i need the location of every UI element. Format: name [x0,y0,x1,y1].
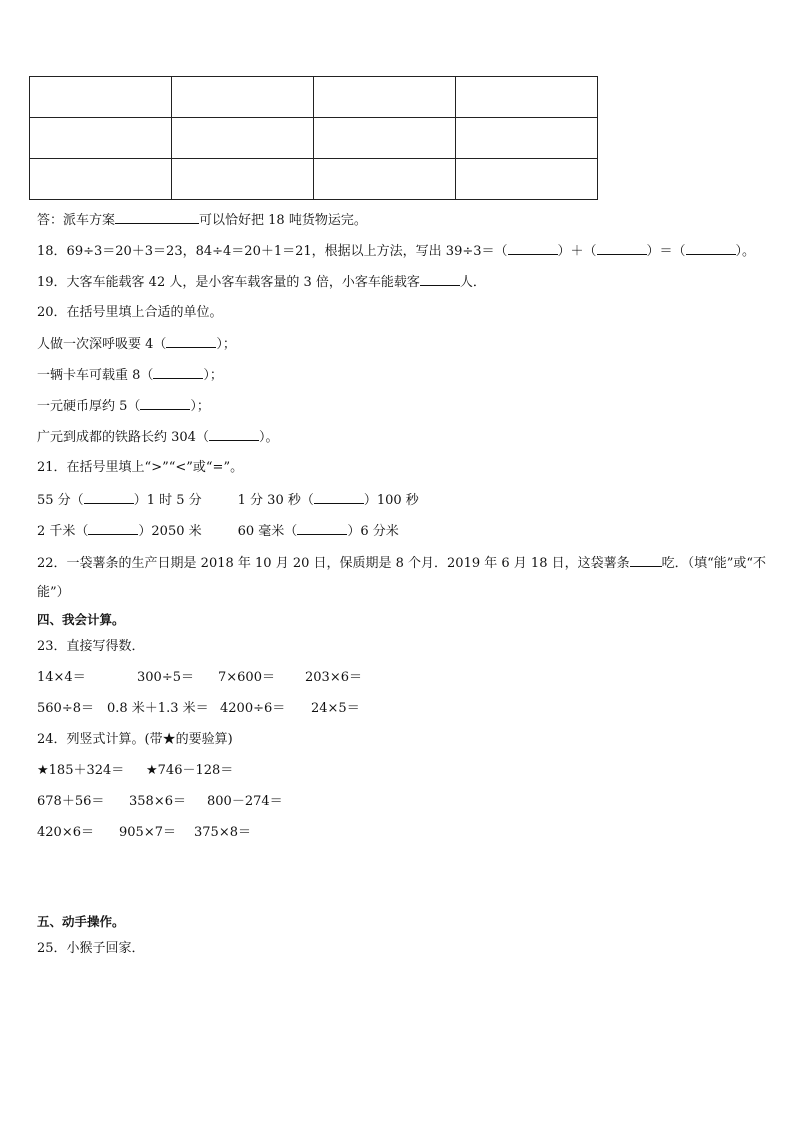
calc-item: 4200÷6＝ [220,701,286,716]
calc-item: 800－274＝ [207,794,283,809]
calc-item: 0.8 米＋1.3 米＝ [107,701,209,716]
answer-blank[interactable] [297,522,347,535]
compare-text: ）6 分米 [347,524,399,539]
compare-text: ）2050 米 [138,524,202,539]
item-text: ）。 [258,430,279,445]
table-cell [456,77,598,118]
question-18-part: ）＝（ [646,244,686,259]
question-20-item [37,397,210,416]
table-cell [30,159,172,200]
table-cell [172,118,314,159]
item-text: ）； [190,399,210,414]
table-cell [314,77,456,118]
question-20-title: 20．在括号里填上合适的单位。 [37,305,223,320]
question-21-title: 21．在括号里填上“>”“<”或“=”。 [37,460,244,475]
calc-item: 905×7＝ [119,825,176,840]
answer-blank[interactable] [84,491,134,504]
answer-blank[interactable] [209,428,259,441]
answer-blank[interactable] [420,273,460,286]
answer-blank[interactable] [508,242,558,255]
table-cell [172,77,314,118]
calc-item: 300÷5＝ [137,670,194,685]
answer-17-blank[interactable] [115,211,199,224]
item-text: ）； [216,337,236,352]
item-text: 人做一次深呼吸要 4（ [37,337,167,352]
item-text: 广元到成都的铁路长约 304（ [37,430,209,445]
calc-item: 358×6＝ [129,794,186,809]
calc-item: 420×6＝ [37,825,94,840]
question-21-row [37,522,399,541]
table-row [30,77,598,118]
answer-17-prefix: 答：派车方案 [37,213,116,228]
compare-text: 2 千米（ [37,524,89,539]
section-4-title: 四、我会计算。 [37,612,125,627]
calc-item: 560÷8＝ [37,701,94,716]
compare-text: 1 分 30 秒（ [237,493,314,508]
question-18-part: ）＋（ [557,244,597,259]
question-19 [37,273,486,292]
calc-item: 375×8＝ [194,825,251,840]
calc-item: ★746－128＝ [146,763,234,778]
table-cell [314,118,456,159]
answer-blank[interactable] [153,366,203,379]
compare-text: 60 毫米（ [237,524,298,539]
question-19-text: 19．大客车能载客 42 人，是小客车载客量的 3 倍，小客车能载客 [37,275,420,290]
answer-blank[interactable] [630,554,662,567]
compare-text: ）1 时 5 分 [133,493,202,508]
item-text: 一辆卡车可载重 8（ [37,368,154,383]
calc-item: 678＋56＝ [37,794,105,809]
question-20-item [37,428,278,447]
calc-item: 203×6＝ [305,670,362,685]
question-18 [37,242,755,261]
item-text: ）； [203,368,223,383]
answer-blank[interactable] [686,242,736,255]
question-25-title: 25．小猴子回家． [37,941,145,956]
table-row [30,159,598,200]
answer-blank[interactable] [140,397,190,410]
table-cell [30,118,172,159]
answer-blank[interactable] [88,522,138,535]
section-5-title: 五、动手操作。 [37,914,125,929]
answer-17-line [37,211,367,230]
calc-item: ★185＋324＝ [37,763,125,778]
answer-blank[interactable] [314,491,364,504]
table-cell [456,159,598,200]
table-cell [172,159,314,200]
calc-item: 14×4＝ [37,670,86,685]
question-24-title: 24．列竖式计算。(带★的要验算) [37,732,233,747]
question-22-text: 22．一袋薯条的生产日期是 2018 年 10 月 20 日，保质期是 8 个月．2019 年 6 月 18 日，这袋薯条 [37,556,630,571]
question-20-item [37,335,236,354]
calc-item: 7×600＝ [218,670,275,685]
question-22-cont: 能”） [37,585,70,600]
answer-17-suffix: 可以恰好把 18 吨货物运完。 [199,213,367,228]
answer-blank[interactable] [166,335,216,348]
calc-item: 24×5＝ [311,701,360,716]
question-18-text: 18．69÷3＝20＋3＝23，84÷4＝20＋1＝21，根据以上方法，写出 39÷3＝（ [37,244,508,259]
answer-table [29,76,598,200]
table-cell [456,118,598,159]
compare-text: 55 分（ [37,493,84,508]
table-row [30,118,598,159]
question-20-item [37,366,223,385]
question-18-part: ）。 [735,244,756,259]
question-22-text: 吃．（填“能”或“不 [661,556,767,571]
answer-blank[interactable] [597,242,647,255]
question-23-title: 23．直接写得数． [37,639,145,654]
item-text: 一元硬币厚约 5（ [37,399,141,414]
question-19-suffix: 人． [459,275,486,290]
question-22 [37,554,766,573]
table-cell [30,77,172,118]
question-21-row [37,491,419,510]
compare-text: ）100 秒 [363,493,419,508]
table-cell [314,159,456,200]
